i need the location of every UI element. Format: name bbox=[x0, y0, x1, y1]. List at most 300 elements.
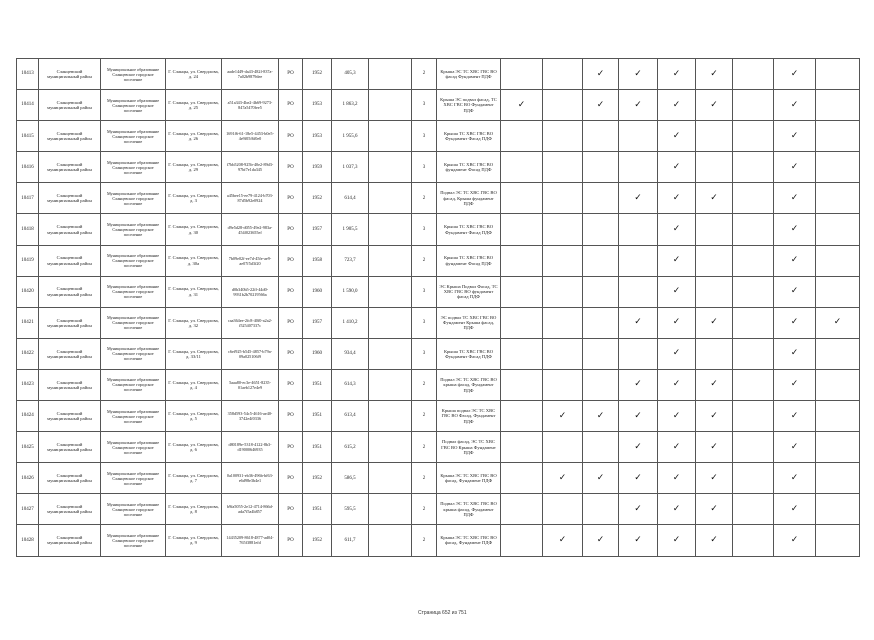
district-cell: Сланцевский муниципальный район bbox=[39, 152, 101, 183]
check-cell bbox=[696, 401, 733, 432]
check-cell bbox=[543, 276, 583, 307]
check-cell bbox=[543, 183, 583, 214]
check-cell bbox=[816, 494, 860, 525]
check-cell bbox=[696, 121, 733, 152]
area-cell: 586,5 bbox=[332, 463, 369, 494]
district-cell: Сланцевский муниципальный район bbox=[39, 494, 101, 525]
check-cell bbox=[774, 338, 816, 369]
document-table-region bbox=[16, 58, 856, 557]
row-number-cell: 10427 bbox=[17, 494, 39, 525]
area-cell: 723,7 bbox=[332, 245, 369, 276]
check-cell bbox=[501, 152, 543, 183]
check-cell bbox=[696, 432, 733, 463]
check-cell bbox=[816, 214, 860, 245]
district-cell: Сланцевский муниципальный район bbox=[39, 463, 101, 494]
checkmark-icon: ✓ bbox=[672, 286, 681, 297]
empty-cell bbox=[369, 214, 412, 245]
checkmark-icon: ✓ bbox=[790, 68, 799, 79]
checkmark-icon: ✓ bbox=[710, 317, 718, 328]
check-cell bbox=[816, 276, 860, 307]
work-types-cell: Крыша ЭС ТС ХВС ГВС ВО фасад, Фундамент ПДФ bbox=[437, 525, 501, 556]
row-number-cell: 10428 bbox=[17, 525, 39, 556]
year-cell: 1952 bbox=[303, 59, 332, 90]
address-cell: Г. Сланцы, ул. Свердлова, д. 5 bbox=[166, 401, 222, 432]
check-cell bbox=[543, 401, 583, 432]
check-cell bbox=[658, 152, 696, 183]
check-cell bbox=[774, 369, 816, 400]
check-cell bbox=[583, 90, 619, 121]
checkmark-icon: ✓ bbox=[790, 255, 799, 266]
table-row bbox=[17, 183, 860, 214]
address-cell: Г. Сланцы, ул. Свердлова, д. 30а bbox=[166, 245, 222, 276]
year-cell: 1953 bbox=[303, 90, 332, 121]
check-cell bbox=[583, 369, 619, 400]
empty-cell bbox=[369, 432, 412, 463]
checkmark-icon: ✓ bbox=[596, 68, 605, 79]
checkmark-icon: ✓ bbox=[634, 441, 642, 452]
district-cell: Сланцевский муниципальный район bbox=[39, 59, 101, 90]
municipality-cell: Муниципальное образование Сланцевское городское поселение bbox=[101, 90, 166, 121]
municipality-cell: Муниципальное образование Сланцевское городское поселение bbox=[101, 369, 166, 400]
guid-cell: d0b340b5-22ff-44d0-9931b2b70219566a bbox=[222, 276, 279, 307]
checkmark-icon: ✓ bbox=[672, 68, 681, 79]
check-cell bbox=[501, 432, 543, 463]
empty-cell bbox=[369, 463, 412, 494]
municipality-cell: Муниципальное образование Сланцевское городское поселение bbox=[101, 121, 166, 152]
check-cell bbox=[583, 245, 619, 276]
checkmark-icon: ✓ bbox=[790, 441, 799, 452]
check-cell bbox=[583, 152, 619, 183]
address-cell: Г. Сланцы, ул. Свердлова, д. 6 bbox=[166, 432, 222, 463]
check-cell bbox=[658, 90, 696, 121]
municipality-cell: Муниципальное образование Сланцевское городское поселение bbox=[101, 245, 166, 276]
guid-cell: d80189e-5318-4122-8b3-d19000646935 bbox=[222, 432, 279, 463]
checkmark-icon: ✓ bbox=[672, 503, 681, 514]
address-cell: Г. Сланцы, ул. Свердлова, д. 26 bbox=[166, 121, 222, 152]
area-cell: 405,3 bbox=[332, 59, 369, 90]
form-cell: РО bbox=[279, 463, 303, 494]
checkmark-icon: ✓ bbox=[596, 472, 605, 483]
area-cell: 614,4 bbox=[332, 183, 369, 214]
form-cell: РО bbox=[279, 276, 303, 307]
table-row bbox=[17, 214, 860, 245]
empty-cell bbox=[369, 307, 412, 338]
check-cell bbox=[583, 121, 619, 152]
check-cell bbox=[583, 494, 619, 525]
checkmark-icon: ✓ bbox=[634, 472, 642, 483]
table-row bbox=[17, 401, 860, 432]
guid-cell: 7b09e02f-ee7d-45fe-ae9-ae07f5d3f20 bbox=[222, 245, 279, 276]
row-number-cell: 10425 bbox=[17, 432, 39, 463]
checkmark-icon: ✓ bbox=[790, 379, 799, 390]
check-cell bbox=[543, 463, 583, 494]
check-cell bbox=[543, 121, 583, 152]
check-cell bbox=[501, 307, 543, 338]
check-cell bbox=[733, 59, 774, 90]
area-cell: 1 037,3 bbox=[332, 152, 369, 183]
municipality-cell: Муниципальное образование Сланцевское городское поселение bbox=[101, 463, 166, 494]
checkmark-icon: ✓ bbox=[634, 192, 642, 203]
check-cell bbox=[543, 369, 583, 400]
check-cell bbox=[658, 463, 696, 494]
work-types-cell: Крыша ЭС ТС ХВС ГВС ВО фасад Фундамент ПДФ bbox=[437, 59, 501, 90]
checkmark-icon: ✓ bbox=[596, 410, 605, 421]
check-cell bbox=[696, 307, 733, 338]
checkmark-icon: ✓ bbox=[710, 410, 718, 421]
check-cell bbox=[658, 245, 696, 276]
check-cell bbox=[816, 369, 860, 400]
check-cell bbox=[658, 183, 696, 214]
form-cell: РО bbox=[279, 90, 303, 121]
check-cell bbox=[774, 121, 816, 152]
address-cell: Г. Сланцы, ул. Свердлова, д. 24 bbox=[166, 59, 222, 90]
municipality-cell: Муниципальное образование Сланцевское городское поселение bbox=[101, 59, 166, 90]
checkmark-icon: ✓ bbox=[558, 534, 567, 545]
floors-cell: 2 bbox=[412, 525, 437, 556]
checkmark-icon: ✓ bbox=[558, 472, 567, 483]
checkmark-icon: ✓ bbox=[672, 130, 681, 141]
year-cell: 1953 bbox=[303, 121, 332, 152]
area-cell: 615,2 bbox=[332, 432, 369, 463]
district-cell: Сланцевский муниципальный район bbox=[39, 307, 101, 338]
check-cell bbox=[543, 245, 583, 276]
checkmark-icon: ✓ bbox=[710, 379, 718, 390]
checkmark-icon: ✓ bbox=[710, 68, 718, 79]
check-cell bbox=[543, 494, 583, 525]
check-cell bbox=[658, 214, 696, 245]
table-row bbox=[17, 338, 860, 369]
form-cell: РО bbox=[279, 245, 303, 276]
empty-cell bbox=[369, 401, 412, 432]
check-cell bbox=[733, 307, 774, 338]
table-row bbox=[17, 276, 860, 307]
check-cell bbox=[501, 214, 543, 245]
municipality-cell: Муниципальное образование Сланцевское городское поселение bbox=[101, 307, 166, 338]
check-cell bbox=[619, 245, 658, 276]
district-cell: Сланцевский муниципальный район bbox=[39, 432, 101, 463]
checkmark-icon: ✓ bbox=[790, 99, 799, 110]
check-cell bbox=[658, 59, 696, 90]
empty-cell bbox=[369, 90, 412, 121]
checkmark-icon: ✓ bbox=[672, 192, 681, 203]
empty-cell bbox=[369, 525, 412, 556]
table-row bbox=[17, 369, 860, 400]
check-cell bbox=[816, 525, 860, 556]
municipality-cell: Муниципальное образование Сланцевское городское поселение bbox=[101, 432, 166, 463]
area-cell: 1 955,6 bbox=[332, 121, 369, 152]
table-row bbox=[17, 90, 860, 121]
empty-cell bbox=[369, 59, 412, 90]
work-types-cell: Крыша ТС ХВС ГВС ВО Фундамент Фасад ПДФ bbox=[437, 214, 501, 245]
check-cell bbox=[733, 214, 774, 245]
floors-cell: 2 bbox=[412, 494, 437, 525]
work-types-cell: Крыша ТС ХВС ГВС ВО Фундамент Фасад ПДФ bbox=[437, 121, 501, 152]
checkmark-icon: ✓ bbox=[672, 410, 681, 421]
checkmark-icon: ✓ bbox=[558, 410, 567, 421]
floors-cell: 2 bbox=[412, 59, 437, 90]
check-cell bbox=[619, 494, 658, 525]
work-types-cell: Крыша ЭС подвал фасад, ТС ХВС ГВС ВО Фундамент ПДФ bbox=[437, 90, 501, 121]
row-number-cell: 10418 bbox=[17, 214, 39, 245]
check-cell bbox=[816, 432, 860, 463]
floors-cell: 3 bbox=[412, 307, 437, 338]
floors-cell: 2 bbox=[412, 463, 437, 494]
check-cell bbox=[501, 525, 543, 556]
check-cell bbox=[696, 276, 733, 307]
address-cell: Г. Сланцы, ул. Свердлова, д. 8 bbox=[166, 494, 222, 525]
form-cell: РО bbox=[279, 338, 303, 369]
form-cell: РО bbox=[279, 494, 303, 525]
check-cell bbox=[543, 432, 583, 463]
check-cell bbox=[658, 525, 696, 556]
district-cell: Сланцевский муниципальный район bbox=[39, 245, 101, 276]
guid-cell: 358d593-54c5-4616-ae40-3742e4f0336 bbox=[222, 401, 279, 432]
floors-cell: 3 bbox=[412, 276, 437, 307]
check-cell bbox=[733, 276, 774, 307]
row-number-cell: 10420 bbox=[17, 276, 39, 307]
floors-cell: 2 bbox=[412, 183, 437, 214]
check-cell bbox=[658, 276, 696, 307]
check-cell bbox=[816, 152, 860, 183]
check-cell bbox=[774, 245, 816, 276]
check-cell bbox=[619, 59, 658, 90]
work-types-cell: Подвал ЭС ТС ХВС ГВС ВО крыша фасад, Фундамент ПДФ bbox=[437, 494, 501, 525]
housing-register-table bbox=[16, 58, 860, 557]
area-cell: 1 410,2 bbox=[332, 307, 369, 338]
check-cell bbox=[696, 338, 733, 369]
checkmark-icon: ✓ bbox=[790, 192, 799, 203]
check-cell bbox=[543, 525, 583, 556]
check-cell bbox=[816, 401, 860, 432]
form-cell: РО bbox=[279, 183, 303, 214]
check-cell bbox=[583, 214, 619, 245]
empty-cell bbox=[369, 276, 412, 307]
checkmark-icon: ✓ bbox=[790, 503, 799, 514]
row-number-cell: 10426 bbox=[17, 463, 39, 494]
year-cell: 1951 bbox=[303, 432, 332, 463]
work-types-cell: Подвал ЭС ТС ХВС ГВС ВО фасад, Крыша фундамент ПДФ bbox=[437, 183, 501, 214]
check-cell bbox=[774, 401, 816, 432]
check-cell bbox=[696, 152, 733, 183]
check-cell bbox=[696, 183, 733, 214]
check-cell bbox=[619, 214, 658, 245]
check-cell bbox=[733, 494, 774, 525]
area-cell: 613,4 bbox=[332, 401, 369, 432]
check-cell bbox=[543, 338, 583, 369]
table-row bbox=[17, 121, 860, 152]
row-number-cell: 10419 bbox=[17, 245, 39, 276]
form-cell: РО bbox=[279, 59, 303, 90]
floors-cell: 3 bbox=[412, 214, 437, 245]
check-cell bbox=[774, 432, 816, 463]
address-cell: Г. Сланцы, ул. Свердлова, д. 7 bbox=[166, 463, 222, 494]
work-types-cell: Крыша ТС ХВС ГВС ВО Фундамент Фасад ПДФ bbox=[437, 338, 501, 369]
check-cell bbox=[696, 214, 733, 245]
check-cell bbox=[816, 59, 860, 90]
checkmark-icon: ✓ bbox=[634, 534, 642, 545]
check-cell bbox=[619, 183, 658, 214]
check-cell bbox=[619, 525, 658, 556]
checkmark-icon: ✓ bbox=[634, 379, 642, 390]
table-row bbox=[17, 59, 860, 90]
district-cell: Сланцевский муниципальный район bbox=[39, 369, 101, 400]
form-cell: РО bbox=[279, 369, 303, 400]
guid-cell: 0a100931-eb36-496b-bf63-e6d98e3b4e1 bbox=[222, 463, 279, 494]
district-cell: Сланцевский муниципальный район bbox=[39, 214, 101, 245]
guid-cell: aade1449-da43-482f-837a-7a02b9879dee bbox=[222, 59, 279, 90]
check-cell bbox=[774, 307, 816, 338]
check-cell bbox=[501, 369, 543, 400]
empty-cell bbox=[369, 121, 412, 152]
year-cell: 1952 bbox=[303, 463, 332, 494]
check-cell bbox=[501, 183, 543, 214]
checkmark-icon: ✓ bbox=[790, 224, 799, 235]
work-types-cell: Крыша ТС ХВС ГВС ВО фундамент Фасад ПДФ bbox=[437, 245, 501, 276]
checkmark-icon: ✓ bbox=[790, 534, 799, 545]
check-cell bbox=[696, 494, 733, 525]
municipality-cell: Муниципальное образование Сланцевское городское поселение bbox=[101, 183, 166, 214]
row-number-cell: 10416 bbox=[17, 152, 39, 183]
checkmark-icon: ✓ bbox=[672, 224, 681, 235]
floors-cell: 2 bbox=[412, 401, 437, 432]
check-cell bbox=[583, 276, 619, 307]
year-cell: 1952 bbox=[303, 183, 332, 214]
check-cell bbox=[658, 401, 696, 432]
check-cell bbox=[774, 183, 816, 214]
check-cell bbox=[501, 338, 543, 369]
check-cell bbox=[696, 463, 733, 494]
check-cell bbox=[816, 307, 860, 338]
check-cell bbox=[816, 245, 860, 276]
district-cell: Сланцевский муниципальный район bbox=[39, 276, 101, 307]
address-cell: Г. Сланцы, ул. Свердлова, д. 32 bbox=[166, 307, 222, 338]
check-cell bbox=[774, 525, 816, 556]
year-cell: 1958 bbox=[303, 245, 332, 276]
guid-cell: 14435209-8618-4877-ad04-765f3881efd bbox=[222, 525, 279, 556]
checkmark-icon: ✓ bbox=[672, 317, 681, 328]
year-cell: 1952 bbox=[303, 525, 332, 556]
checkmark-icon: ✓ bbox=[672, 255, 681, 266]
empty-cell bbox=[369, 183, 412, 214]
checkmark-icon: ✓ bbox=[710, 503, 718, 514]
table-row bbox=[17, 494, 860, 525]
check-cell bbox=[658, 307, 696, 338]
work-types-cell: Подвал ЭС ТС ХВС ГВС ВО крыша фасад, Фундамент ПДФ bbox=[437, 369, 501, 400]
check-cell bbox=[583, 183, 619, 214]
year-cell: 1951 bbox=[303, 401, 332, 432]
check-cell bbox=[733, 401, 774, 432]
check-cell bbox=[774, 494, 816, 525]
floors-cell: 3 bbox=[412, 121, 437, 152]
checkmark-icon: ✓ bbox=[790, 286, 799, 297]
form-cell: РО bbox=[279, 432, 303, 463]
check-cell bbox=[619, 307, 658, 338]
area-cell: 611,7 bbox=[332, 525, 369, 556]
check-cell bbox=[543, 152, 583, 183]
row-number-cell: 10422 bbox=[17, 338, 39, 369]
checkmark-icon: ✓ bbox=[710, 534, 718, 545]
check-cell bbox=[501, 463, 543, 494]
area-cell: 1 905,5 bbox=[332, 214, 369, 245]
checkmark-icon: ✓ bbox=[672, 472, 681, 483]
work-types-cell: Крыша ЭС ТС ХВС ГВС ВО фасад, Фундамент ПДФ bbox=[437, 463, 501, 494]
check-cell bbox=[583, 401, 619, 432]
check-cell bbox=[658, 432, 696, 463]
check-cell bbox=[501, 245, 543, 276]
checkmark-icon: ✓ bbox=[710, 192, 718, 203]
checkmark-icon: ✓ bbox=[790, 348, 799, 359]
check-cell bbox=[816, 121, 860, 152]
check-cell bbox=[733, 121, 774, 152]
form-cell: РО bbox=[279, 121, 303, 152]
area-cell: 934,4 bbox=[332, 338, 369, 369]
empty-cell bbox=[369, 369, 412, 400]
guid-cell: c6ef925-b545-4857-b79a-09a025106f9 bbox=[222, 338, 279, 369]
work-types-cell: ЭС подвал ТС ХВС ГВС ВО Фундамент Крыша фасад, ПДФ bbox=[437, 307, 501, 338]
table-row bbox=[17, 463, 860, 494]
work-types-cell: ЭС Крыша Подвал Фасад, ТС ХВС ГВС ВО фундамент фасад ПДФ bbox=[437, 276, 501, 307]
check-cell bbox=[816, 90, 860, 121]
empty-cell bbox=[369, 245, 412, 276]
check-cell bbox=[816, 338, 860, 369]
row-number-cell: 10417 bbox=[17, 183, 39, 214]
check-cell bbox=[774, 463, 816, 494]
checkmark-icon: ✓ bbox=[790, 130, 799, 141]
address-cell: Г. Сланцы, ул. Свердлова, д. 29 bbox=[166, 152, 222, 183]
year-cell: 1957 bbox=[303, 307, 332, 338]
check-cell bbox=[619, 90, 658, 121]
check-cell bbox=[619, 463, 658, 494]
checkmark-icon: ✓ bbox=[634, 503, 642, 514]
check-cell bbox=[658, 121, 696, 152]
check-cell bbox=[696, 59, 733, 90]
checkmark-icon: ✓ bbox=[672, 441, 681, 452]
checkmark-icon: ✓ bbox=[634, 410, 642, 421]
checkmark-icon: ✓ bbox=[790, 317, 799, 328]
work-types-cell: Подвал фасад, ЭС ТС ХВС ГВС ВО Крыша Фундамент ПДФ bbox=[437, 432, 501, 463]
check-cell bbox=[619, 121, 658, 152]
address-cell: Г. Сланцы, ул. Свердлова, д. 3 bbox=[166, 183, 222, 214]
table-row bbox=[17, 525, 860, 556]
form-cell: РО bbox=[279, 525, 303, 556]
check-cell bbox=[696, 369, 733, 400]
area-cell: 614,3 bbox=[332, 369, 369, 400]
check-cell bbox=[543, 307, 583, 338]
form-cell: РО bbox=[279, 401, 303, 432]
form-cell: РО bbox=[279, 307, 303, 338]
checkmark-icon: ✓ bbox=[596, 99, 605, 110]
address-cell: Г. Сланцы, ул. Свердлова, д. 30 bbox=[166, 214, 222, 245]
row-number-cell: 10421 bbox=[17, 307, 39, 338]
area-cell: 1 863,2 bbox=[332, 90, 369, 121]
check-cell bbox=[501, 276, 543, 307]
year-cell: 1960 bbox=[303, 276, 332, 307]
checkmark-icon: ✓ bbox=[790, 472, 799, 483]
check-cell bbox=[583, 525, 619, 556]
check-cell bbox=[501, 494, 543, 525]
check-cell bbox=[774, 90, 816, 121]
checkmark-icon: ✓ bbox=[634, 317, 642, 328]
check-cell bbox=[733, 90, 774, 121]
check-cell bbox=[583, 307, 619, 338]
year-cell: 1951 bbox=[303, 369, 332, 400]
district-cell: Сланцевский муниципальный район bbox=[39, 525, 101, 556]
district-cell: Сланцевский муниципальный район bbox=[39, 338, 101, 369]
form-cell: РО bbox=[279, 214, 303, 245]
check-cell bbox=[619, 369, 658, 400]
year-cell: 1960 bbox=[303, 338, 332, 369]
year-cell: 1957 bbox=[303, 214, 332, 245]
